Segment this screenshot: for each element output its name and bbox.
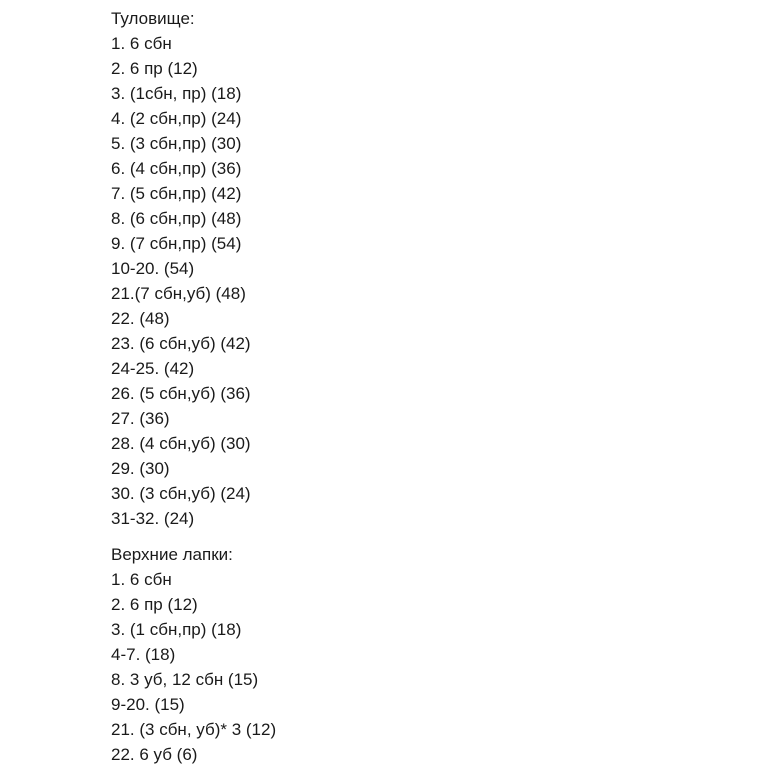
row-body-19: 30. (3 сбн,уб) (24) bbox=[111, 484, 251, 503]
row-body-15: 26. (5 сбн,уб) (36) bbox=[111, 384, 251, 403]
row-body-17: 28. (4 сбн,уб) (30) bbox=[111, 434, 251, 453]
row-body-9: 9. (7 сбн,пр) (54) bbox=[111, 234, 242, 253]
section-spacer bbox=[111, 531, 711, 542]
row-body-20: 31-32. (24) bbox=[111, 509, 195, 528]
row-body-18: 29. (30) bbox=[111, 459, 170, 478]
row-body-16: 27. (36) bbox=[111, 409, 170, 428]
section-title-body: Туловище: bbox=[111, 9, 195, 28]
row-paws-8: 22. 6 уб (6) bbox=[111, 745, 198, 764]
section-body bbox=[111, 6, 711, 531]
row-body-13: 23. (6 сбн,уб) (42) bbox=[111, 334, 251, 353]
row-body-6: 6. (4 сбн,пр) (36) bbox=[111, 159, 242, 178]
row-body-7: 7. (5 сбн,пр) (42) bbox=[111, 184, 242, 203]
row-body-8: 8. (6 сбн,пр) (48) bbox=[111, 209, 242, 228]
row-body-3: 3. (1сбн, пр) (18) bbox=[111, 84, 242, 103]
row-paws-3: 3. (1 сбн,пр) (18) bbox=[111, 620, 242, 639]
row-body-14: 24-25. (42) bbox=[111, 359, 195, 378]
row-paws-5: 8. 3 уб, 12 сбн (15) bbox=[111, 670, 259, 689]
row-paws-1: 1. 6 сбн bbox=[111, 570, 172, 589]
row-body-4: 4. (2 сбн,пр) (24) bbox=[111, 109, 242, 128]
row-body-1: 1. 6 сбн bbox=[111, 34, 172, 53]
row-body-10: 10-20. (54) bbox=[111, 259, 195, 278]
row-paws-7: 21. (3 сбн, уб)* 3 (12) bbox=[111, 720, 277, 739]
row-body-12: 22. (48) bbox=[111, 309, 170, 328]
row-paws-2: 2. 6 пр (12) bbox=[111, 595, 198, 614]
section-upper-paws bbox=[111, 542, 711, 767]
row-paws-6: 9-20. (15) bbox=[111, 695, 185, 714]
row-body-2: 2. 6 пр (12) bbox=[111, 59, 198, 78]
row-paws-4: 4-7. (18) bbox=[111, 645, 176, 664]
row-body-11: 21.(7 сбн,уб) (48) bbox=[111, 284, 246, 303]
row-body-5: 5. (3 сбн,пр) (30) bbox=[111, 134, 242, 153]
section-title-upper-paws: Верхние лапки: bbox=[111, 545, 233, 564]
pattern-document bbox=[111, 6, 711, 767]
